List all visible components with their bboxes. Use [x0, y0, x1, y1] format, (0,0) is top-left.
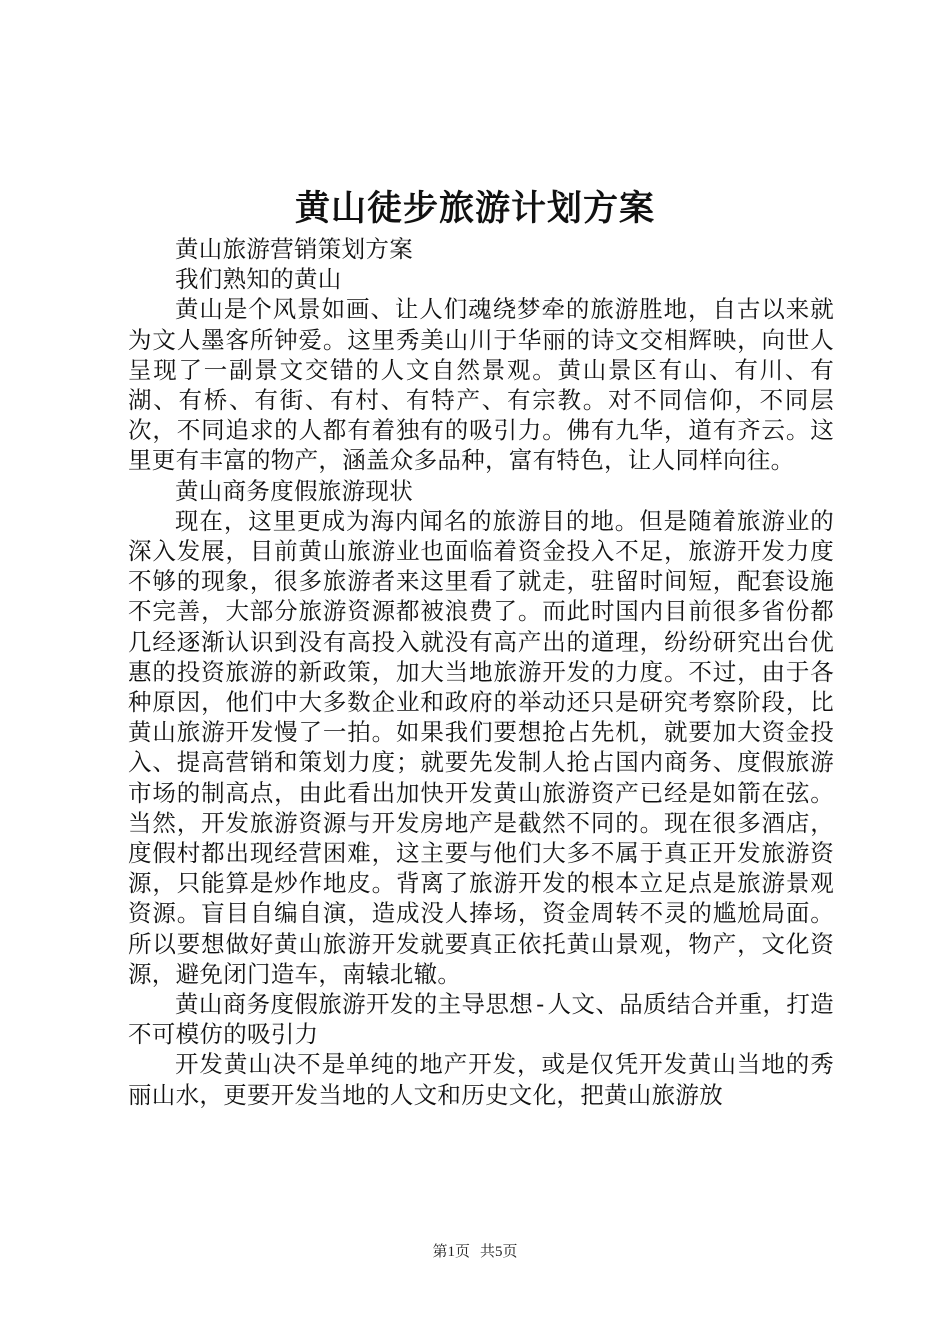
paragraph-status: 现在，这里更成为海内闻名的旅游目的地。但是随着旅游业的深入发展，目前黄山旅游业也面临着资金投入不足，旅游开发力度不够的现象，很多旅游者来这里看了就走，驻留时间短，配套设施不完善，大部分旅游资源都被浪费了。而此时国内目前很多省份都几经逐渐认识到没有高投入就没有高产出的道理，纷纷研究出台优惠的投资旅游的新政策，加大当地旅游开发的力度。不过，由于各种原因，他们中大多数企业和政府的举动还只是研究考察阶段，比黄山旅游开发慢了一拍。如果我们要想抢占先机，就要加大资金投入、提高营销和策划力度；就要先发制人抢占国内商务、度假旅游市场的制高点，由此看出加快开发黄山旅游资产已经是如箭在弦。当然，开发旅游资源与开发房地产是截然不同的。现在很多酒店，度假村都出现经营困难，这主要与他们大多不属于真正开发旅游资源，只能算是炒作地皮。背离了旅游开发的根本立足点是旅游景观资源。盲目自编自演，造成没人捧场，资金周转不灵的尴尬局面。所以要想做好黄山旅游开发就要真正依托黄山景观，物产，文化资源，避免闭门造车，南辕北辙。: [128, 506, 834, 988]
paragraph-development: 开发黄山决不是单纯的地产开发，或是仅凭开发黄山当地的秀丽山水，更要开发当地的人文和历史文化，把黄山旅游放: [128, 1050, 834, 1109]
page-total: 共5页: [480, 1244, 518, 1260]
page-footer: [0, 1242, 950, 1262]
paragraph-heading-plan: 黄山旅游营销策划方案: [175, 235, 413, 263]
document-title: 黄山徒步旅游计划方案: [294, 188, 655, 229]
paragraph-intro: 黄山是个风景如画、让人们魂绕梦牵的旅游胜地，自古以来就为文人墨客所钟爱。这里秀美山川于华丽的诗文交相辉映，向世人呈现了一副景文交错的人文自然景观。黄山景区有山、有川、有湖、有桥、有街、有村、有特产、有宗教。对不同信仰，不同层次，不同追求的人都有着独有的吸引力。佛有九华，道有齐云。这里更有丰富的物产，涵盖众多品种，富有特色，让人同样向往。: [128, 295, 834, 475]
page-number: 第1页: [432, 1244, 470, 1260]
paragraph-heading-known: 我们熟知的黄山: [175, 265, 342, 294]
paragraph-heading-guideline: 黄山商务度假旅游开发的主导思想-人文、品质结合并重，打造不可模仿的吸引力: [128, 990, 834, 1049]
paragraph-heading-status: 黄山商务度假旅游现状: [175, 476, 413, 505]
document-body: [128, 234, 834, 1110]
